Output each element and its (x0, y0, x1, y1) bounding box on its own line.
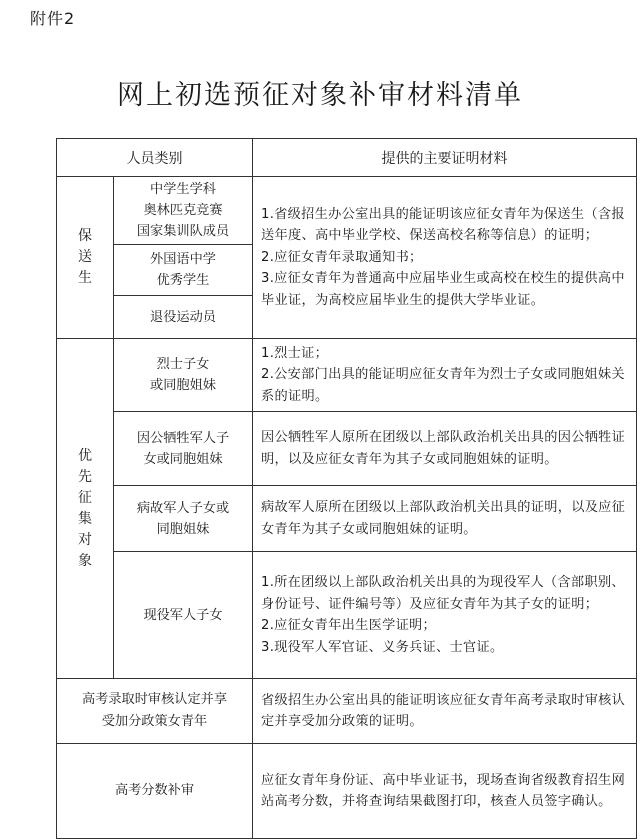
subcategory-line: 或同胞姐妹 (150, 378, 216, 393)
material-line: 1.省级招生办公室出具的能证明该应征女青年为保送生（含报送年度、高中毕业学校、保送高校名称等信息）的证明； (261, 206, 625, 244)
table-header-row (57, 139, 637, 177)
table-row (57, 744, 637, 839)
materials-cell (253, 486, 637, 552)
table-row (57, 177, 637, 245)
subcategory-line: 因公牺牲军人子 (136, 430, 230, 446)
subcategory-line: 奥林匹克竞赛 (143, 203, 223, 218)
subcategory-cell (114, 296, 253, 339)
subcategory-cell (114, 486, 253, 552)
material-line: 3.应征女青年为普通高中应届毕业生或高校在校生的提供高中毕业证，为高校应届毕业生的提供大学毕业证。 (261, 271, 625, 308)
subcategory-line: 病故军人子女或 (136, 500, 230, 516)
category-label: 优先征集对象 (78, 447, 92, 569)
category-cell-score (57, 744, 253, 839)
material-line: 省级招生办公室出具的能证明该应征女青年高考录取时审核认定并享受加分政策的证明。 (261, 692, 626, 729)
subcategory-cell (114, 552, 253, 679)
material-line: 1.烈士证； (261, 345, 329, 361)
category-cell-bonus (57, 679, 253, 744)
materials-cell (253, 679, 637, 744)
material-line: 3.现役军人军官证、义务兵证、士官证。 (261, 639, 504, 655)
category-cell-priority (57, 339, 114, 679)
material-line: 2.公安部门出具的能证明应征女青年为烈士子女或同胞姐妹关系的证明。 (261, 367, 625, 404)
table-row (57, 679, 637, 744)
subcategory-line: 现役军人子女 (143, 607, 223, 623)
subcategory-cell (114, 412, 253, 486)
category-line: 受加分政策女青年 (101, 714, 208, 729)
table-row (57, 339, 637, 412)
table-row (57, 552, 637, 679)
material-line: 应征女青年身份证、高中毕业证书，现场查询省级教育招生网站高考分数，并将查询结果截图打印，核查人员签字确认。 (261, 772, 626, 809)
materials-cell (253, 744, 637, 839)
materials-cell (253, 177, 637, 339)
material-line: 2.应征女青年出生医学证明； (261, 618, 437, 633)
subcategory-line: 女或同胞姐妹 (143, 451, 223, 467)
category-label: 保送生 (78, 228, 92, 286)
material-line: 2.应征女青年录取通知书； (261, 249, 423, 265)
materials-cell (253, 339, 637, 412)
subcategory-line: 烈士子女 (156, 357, 210, 372)
category-line: 高考录取时审核认定并享 (81, 692, 228, 707)
header-materials: 提供的主要证明材料 (253, 139, 637, 177)
page-title: 网上初选预征对象补审材料清单 (117, 80, 523, 111)
attachment-label: 附件2 (30, 9, 76, 28)
material-line: 因公牺牲军人原所在团级以上部队政治机关出具的因公牺牲证明，以及应征女青年为其子女或同胞姐妹的证明。 (261, 430, 626, 467)
table-row (57, 486, 637, 552)
materials-cell (253, 552, 637, 679)
material-line: 病故军人原所在团级以上部队政治机关出具的证明，以及应征女青年为其子女或同胞姐妹的证明。 (261, 500, 626, 537)
subcategory-cell (114, 177, 253, 245)
subcategory-cell (114, 339, 253, 412)
header-category: 人员类别 (57, 139, 253, 177)
subcategory-line: 优秀学生 (156, 273, 210, 288)
subcategory-cell (114, 245, 253, 296)
table-row (57, 412, 637, 486)
subcategory-line: 国家集训队成员 (136, 224, 230, 239)
subcategory-line: 中学生学科 (150, 182, 216, 197)
materials-table (56, 138, 637, 839)
subcategory-line: 同胞姐妹 (156, 521, 210, 537)
category-line: 高考分数补审 (114, 783, 195, 798)
subcategory-line: 外国语中学 (150, 252, 216, 267)
materials-cell (253, 412, 637, 486)
material-line: 1.所在团级以上部队政治机关出具的为现役军人（含部职别、身份证号、证件编号等）及应征女青年为其子女的证明； (261, 575, 625, 612)
category-cell-baosong (57, 177, 114, 339)
subcategory-line: 退役运动员 (150, 309, 216, 325)
